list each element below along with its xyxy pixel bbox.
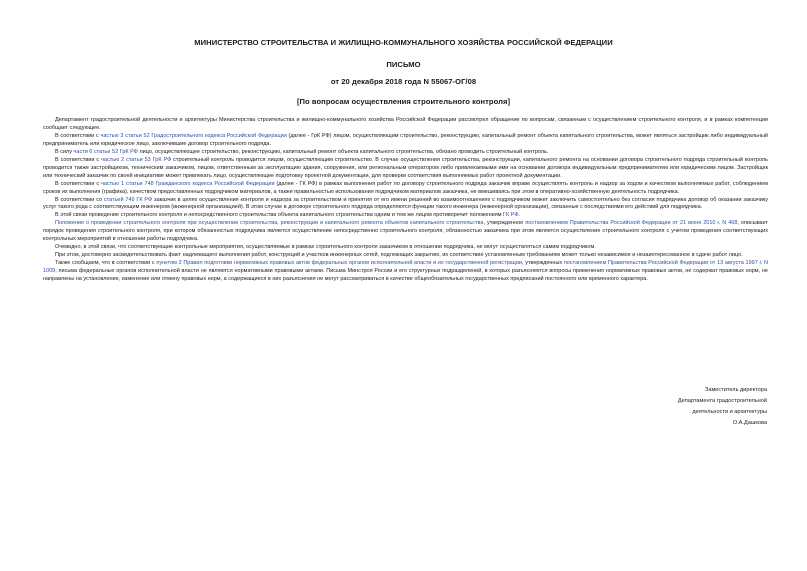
paragraph-text: Департамент градостроительной деятельности и архитектуры Министерства строительства и жилищно-коммунального хозяйства Российской Федерации рассмотрел обращение по вопросам, связанным с осуществлением строительного контроля, и в рамках компетенции сообщает следующее.	[43, 117, 768, 131]
paragraph-text: Очевидно, в этой связи, что соответствующие контрольные мероприятия, осуществляемые в рамках строительного контроля заказчиком в отношении подрядчика, не могут осуществляться самим подрядчиком.	[55, 244, 596, 251]
paragraph-text: , утвержденное	[483, 220, 526, 227]
legal-reference-link[interactable]: пунктом 2 Правил подготовки нормативных правовых актов федеральных органов исполнительной власти и их государственной регистрации	[156, 260, 522, 267]
paragraph-text: .	[518, 212, 521, 219]
paragraph	[43, 133, 768, 149]
paragraph-text: , утвержденных	[521, 260, 564, 267]
paragraph	[43, 260, 768, 284]
signature-position: Заместитель директора	[704, 387, 767, 393]
paragraph-text: При этом, достоверно засвидетельствовать факт надлежащего выполнения работ, конструкций и участков инженерных сетей, подлежащих закрытию, их соответствие установленным требованиям может только независимое и незаинтересованное в сдаче работ лицо.	[55, 252, 743, 259]
paragraph-text: В силу	[55, 148, 74, 155]
legal-reference-link[interactable]: постановлением Правительства Российской Федерации от 13 августа 1997 г. N 1009	[43, 260, 768, 275]
signature-department: Департамента градостроительной	[677, 398, 767, 404]
ministry-title: МИНИСТЕРСТВО СТРОИТЕЛЬСТВА И ЖИЛИЩНО-КОММУНАЛЬНОГО ХОЗЯЙСТВА РОССИЙСКОЙ ФЕДЕРАЦИИ	[194, 38, 613, 47]
paragraph-text: , письма федеральных органов исполнительной власти не являются нормативными правовыми актами. Письма Минстроя России и его структурных подразделений, в которых разъясняются вопросы применения нормативных правовых актов, не содержат правовых норм, не направлены на установление, изменение или отмену правовых норм, а содержащиеся в них разъяснения не могут рассматриваться в качестве общеобязательных государственных предписаний постоянного или временного характера.	[43, 268, 768, 283]
paragraph-text: (далее - ГК РФ) в рамках выполнения работ по договору строительного подряда заказчик вправе осуществлять контроль и надзор за ходом и качеством выполняемых работ, соблюдением сроков их выполнения (графика), качеством предоставленных подрядчиком материалов, а также правильностью использования подрядчиком материалов заказчика, не вмешиваясь при этом в оперативно-хозяйственную деятельность подрядчика.	[43, 180, 768, 195]
legal-reference-link[interactable]: постановлением Правительства Российской Федерации от 21 июня 2010 г. N 468	[525, 220, 738, 227]
paragraph	[43, 197, 768, 213]
legal-reference-link[interactable]: статьей 749 ГК РФ	[103, 196, 153, 203]
paragraph	[43, 117, 768, 133]
legal-reference-link[interactable]: Положение о проведении строительного контроля при осуществлении строительства, реконструкции и капитального ремонта объектов капитального строительства	[55, 220, 484, 227]
paragraph	[43, 244, 768, 252]
document-type: ПИСЬМО	[386, 60, 421, 69]
paragraph	[43, 157, 768, 181]
paragraph-text: заказчик в целях осуществления контроля и надзора за строительством и принятия от его имени решений во взаимоотношениях с подрядчиком может заключить самостоятельно без согласия подрядчика договор об оказании заказчику услуг такого рода с соответствующим инженером (инженерной организацией). В этом случае в договоре строительного подряда определяются функции такого инженера (инженерной организации), связанные с последствиями его действий для подрядчика.	[43, 196, 768, 211]
paragraph-text: В соответствии с	[55, 132, 101, 139]
legal-reference-link[interactable]: частью 1 статьи 748 Гражданского кодекса Российской Федерации	[100, 180, 275, 187]
paragraph-text: (далее - ГрК РФ) лицом, осуществляющим строительство, реконструкцию, капитальный ремонт объекта капитального строительства, может являться застройщик либо индивидуальный предприниматель или юридическое лицо, заключившие договор строительного подряда.	[43, 132, 768, 147]
paragraph-text: В соответствии с	[55, 180, 101, 187]
paragraph-text: Также сообщаем, что в соответствии с	[55, 260, 157, 267]
paragraph-text: В соответствии со	[55, 196, 104, 203]
document-subject: [По вопросам осуществления строительного контроля]	[296, 97, 511, 106]
signature-name: О.А.Дашкова	[732, 420, 767, 426]
paragraph	[43, 149, 768, 157]
legal-reference-link[interactable]: ГК РФ	[503, 212, 519, 219]
document-body	[43, 117, 768, 284]
paragraph	[43, 181, 768, 197]
legal-reference-link[interactable]: частью 2 статьи 53 ГрК РФ	[101, 156, 172, 163]
document-date-number: от 20 декабря 2018 года N 55067-ОГ/08	[330, 77, 477, 86]
legal-reference-link[interactable]: части 6 статьи 52 ГрК РФ	[73, 148, 138, 155]
signature-block	[678, 385, 767, 429]
paragraph	[43, 252, 768, 260]
legal-reference-link[interactable]: частью 3 статьи 52 Градостроительного кодекса Российской Федерации	[100, 132, 287, 139]
paragraph-text: , описывает порядок проведения строительного контроля, при котором обязанностью подрядчика является осуществление непосредственно строительного контроля, обязанностью заказчика при этом является осуществление строительного контроля с учетом проведения соответствующих контрольных мероприятий в отношении работы подрядчика.	[43, 220, 769, 243]
paragraph-text: строительный контроль проводится лицом, осуществляющим строительство. В случае осуществления строительства, реконструкции, капитального ремонта на основании договора строительного подряда строительный контроль проводится также застройщиком, техническим заказчиком, лицом, ответственным за эксплуатацию здания, сооружения, или региональным оператором либо привлекаемыми ими на основании договора индивидуальным предпринимателем или юридическим лицом. Застройщик или технический заказчик по своей инициативе может привлекать лицо, осуществляющее подготовку проектной документации, для проверки соответствия выполняемых работ проектной документации.	[43, 156, 768, 179]
paragraph	[43, 220, 768, 244]
paragraph-text: лицо, осуществляющее строительство, реконструкцию, капитальный ремонт объекта капитального строительства, обязано проводить строительный контроль.	[137, 148, 549, 155]
paragraph-text: В соответствии с	[55, 156, 102, 163]
signature-department-cont: деятельности и архитектуры	[692, 409, 767, 415]
paragraph-text: В этой связи проведение строительного контроля и непосредственного строительства объекта капитального строительства одним и тем же лицом противоречит положениям	[55, 212, 504, 219]
